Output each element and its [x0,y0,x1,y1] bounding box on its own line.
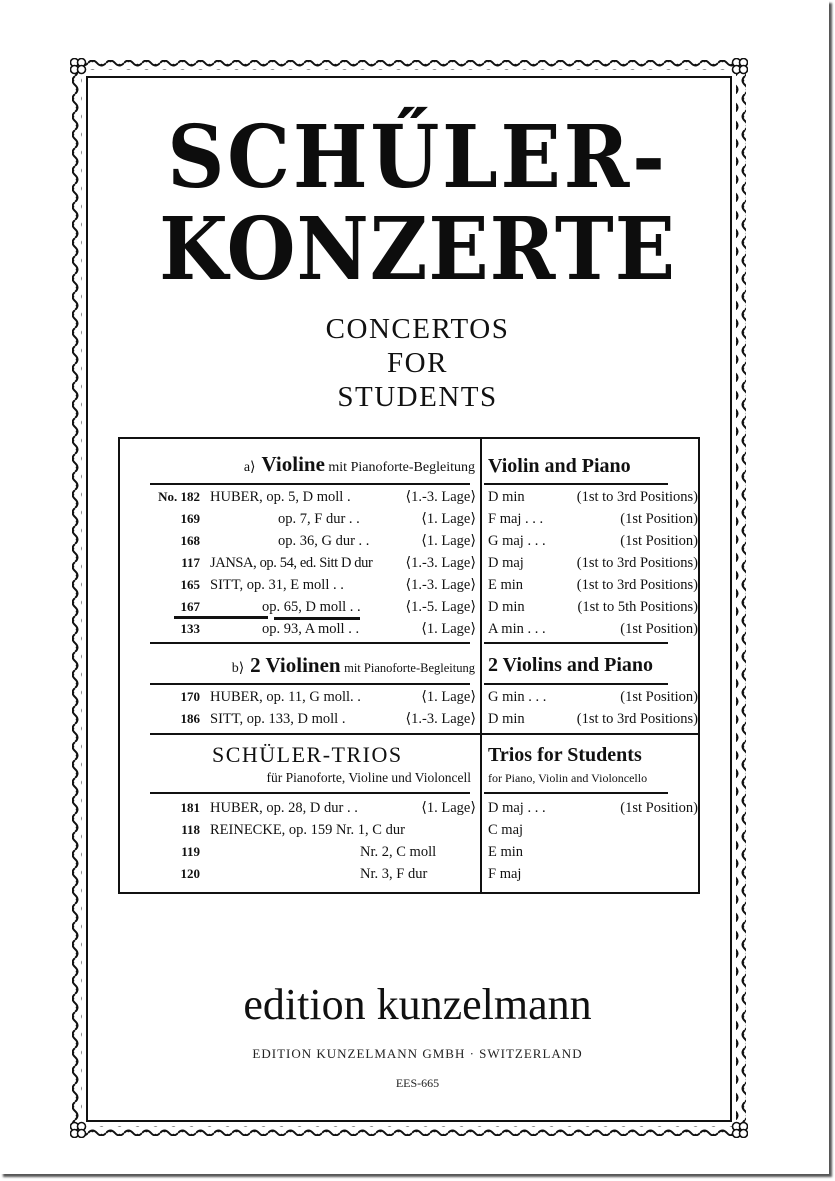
catalog-row: 169 op. 7, F dur . . ⟨1. Lage⟩ F maj . . . (1st Position) [180,511,698,527]
trios-rule-en [484,792,668,794]
section-b-title-en: 2 Violins and Piano [488,654,654,676]
section-a-rule-en [484,483,668,485]
main-title-line-2: KONZERTE [159,199,676,300]
trios-subtitle-en: for Piano, Violin and Violoncello [488,771,648,785]
section-a-end-rule-en [484,642,668,644]
main-title-line-1: SCHŰLER- [167,107,668,208]
catalog-row: 133 op. 93, A moll . . ⟨1. Lage⟩ A min . . . (1st Position) [180,621,698,637]
section-b-title-de-rest: mit Pianoforte-Begleitung [344,661,475,675]
section-a-end-rule-de [150,642,470,644]
trios-title-en: Trios for Students [488,744,642,766]
catalog-number: EES-665 [395,1076,440,1090]
publisher-full-name: EDITION KUNZELMANN GMBH · SWITZERLAND [252,1046,583,1061]
catalog-row: 120 Nr. 3, F dur F maj [180,866,522,882]
section-a-prefix: a⟩ [243,460,256,475]
trios-title-de: SCHÜLER-TRIOS [212,742,403,767]
section-a-title-de-rest: mit Pianoforte-Begleitung [328,460,475,475]
catalog-row: 119 Nr. 2, C moll E min [181,844,524,860]
publisher-name: edition kunzelmann [243,980,592,1029]
section-b-rule-de [150,683,470,685]
catalog-row: 170 HUBER, op. 11, G moll. . ⟨1. Lage⟩ G min . . . (1st Position) [180,689,698,705]
section-b-header [120,653,700,683]
subtitle-line-1: CONCERTOS [325,313,510,345]
catalog-row: 165 SITT, op. 31, E moll . . ⟨1.-3. Lage⟩ E min (1st to 3rd Positions) [180,577,698,593]
section-a-header [120,452,700,482]
trios-subtitle-de: für Pianoforte, Violine und Violoncell [266,770,471,785]
section-b-rule-en [484,683,668,685]
catalog-row: 186 SITT, op. 133, D moll . ⟨1.-3. Lage⟩ D min (1st to 3rd Positions) [180,711,698,727]
catalog-row: No. 182 HUBER, op. 5, D moll . ⟨1.-3. Lage⟩ D min (1st to 3rd Positions) [158,489,698,505]
subtitle-line-3: STUDENTS [337,381,498,413]
catalog-row: 181 HUBER, op. 28, D dur . . ⟨1. Lage⟩ D maj . . . (1st Position) [180,800,698,816]
trios-rule-de [150,792,470,794]
catalog-row: 118 REINECKE, op. 159 Nr. 1, C dur C maj [181,822,524,838]
section-a-title-en: Violin and Piano [488,455,631,477]
subtitle-line-2: FOR [387,347,448,379]
section-b-end-rule [150,733,698,735]
section-a-title-de: Violine [261,452,325,476]
catalog-row: 168 op. 36, G dur . . ⟨1. Lage⟩ G maj . . . (1st Position) [180,533,698,549]
catalog-row: 117 JANSA, op. 54, ed. Sitt D dur ⟨1.-3. Lage⟩ D maj (1st to 3rd Positions) [181,555,698,571]
catalog-row-highlighted: 167 op. 65, D moll . . ⟨1.-5. Lage⟩ D min (1st to 5th Positions) [180,599,698,615]
section-a-rule-de [150,483,470,485]
section-b-prefix: b⟩ [231,661,245,676]
section-b-title-de: 2 Violinen [250,653,341,677]
